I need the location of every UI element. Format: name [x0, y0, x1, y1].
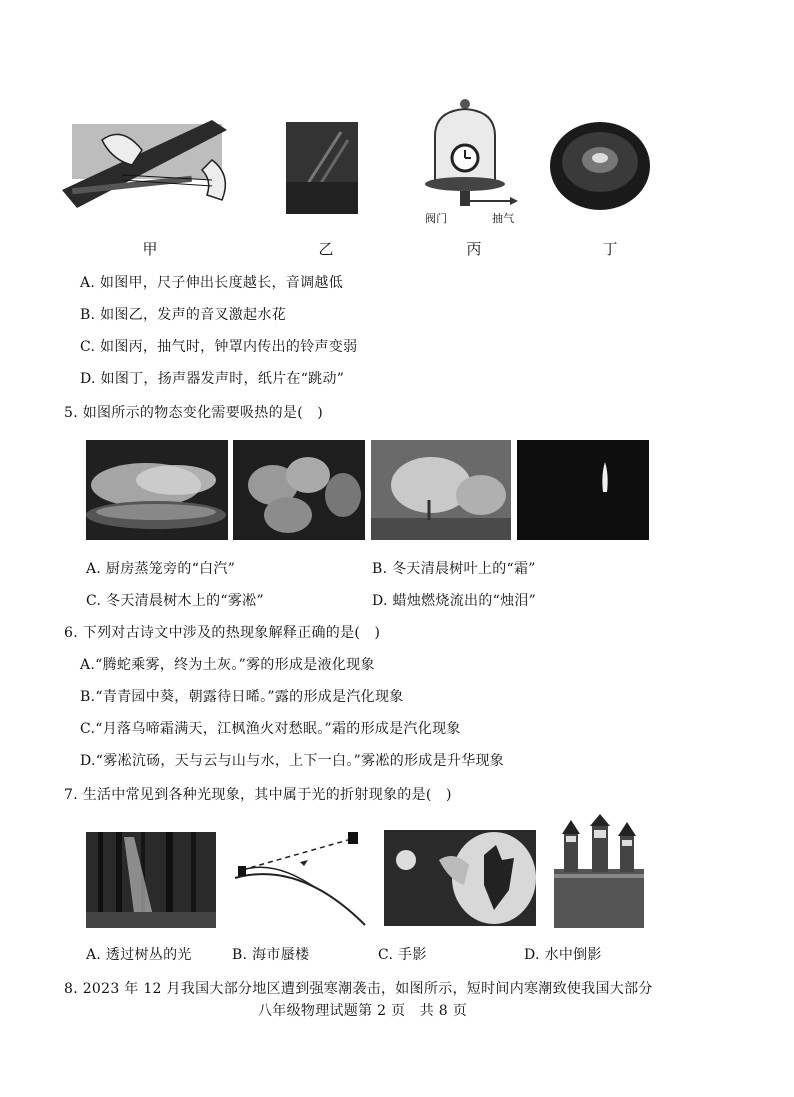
figure-ding-speaker: [548, 118, 652, 214]
pump-label: 抽气: [492, 212, 515, 225]
figure-water-reflection-photo: [554, 814, 644, 928]
q7-option-a: A. 透过树丛的光: [86, 947, 192, 963]
caption-bing: 丙: [466, 240, 482, 258]
q7-option-d: D. 水中倒影: [524, 947, 602, 963]
q8-stem: 8. 2023 年 12 月我国大部分地区遭到强寒潮袭击，如图所示，短时间内寒潮致使我国大部分: [64, 981, 653, 997]
caption-jia: 甲: [142, 240, 158, 258]
figure-yi-tuning-fork: [286, 122, 358, 214]
q4-option-a: A. 如图甲，尺子伸出长度越长，音调越低: [80, 275, 344, 291]
q4-option-d: D. 如图丁，扬声器发声时，纸片在“跳动”: [80, 371, 345, 387]
caption-ding: 丁: [602, 240, 618, 258]
q5-option-c: C. 冬天清晨树木上的“雾凇”: [86, 593, 264, 609]
q6-option-b: B.“青青园中葵，朝露待日晞。”露的形成是汽化现象: [80, 689, 404, 705]
q7-option-c: C. 手影: [378, 947, 427, 963]
q6-option-c: C.“月落乌啼霜满天，江枫渔火对愁眠。”霜的形成是汽化现象: [80, 721, 461, 737]
q4-option-b: B. 如图乙，发声的音叉激起水花: [80, 307, 286, 323]
q5-option-d: D. 蜡烛燃烧流出的“烛泪”: [372, 593, 537, 609]
figure-frost-leaf-photo: [233, 440, 365, 540]
q4-option-c: C. 如图丙，抽气时，钟罩内传出的铃声变弱: [80, 339, 358, 355]
figure-candle-photo: [517, 440, 649, 540]
q7-option-b: B. 海市蜃楼: [232, 947, 310, 963]
page-footer: 八年级物理试题第 2 页 共 8 页: [258, 1003, 468, 1019]
q6-stem: 6. 下列对古诗文中涉及的热现象解释正确的是( ): [64, 625, 381, 641]
q5-option-a: A. 厨房蒸笼旁的“白汽”: [86, 561, 236, 577]
figure-hand-shadow-photo: [384, 830, 536, 926]
figure-steamer-photo: [86, 440, 228, 540]
figure-forest-light-photo: [86, 832, 216, 928]
figure-mirage-diagram: [230, 830, 370, 930]
q7-stem: 7. 生活中常见到各种光现象，其中属于光的折射现象的是( ): [64, 787, 452, 803]
q5-stem: 5. 如图所示的物态变化需要吸热的是( ): [64, 405, 324, 421]
valve-label: 阀门: [425, 212, 448, 225]
caption-yi: 乙: [318, 240, 334, 258]
q6-option-a: A.“腾蛇乘雾，终为土灰。”雾的形成是液化现象: [80, 657, 375, 673]
figure-bing-bell-jar: [420, 96, 530, 226]
q5-option-b: B. 冬天清晨树叶上的“霜”: [372, 561, 536, 577]
figure-rime-tree-photo: [371, 440, 511, 540]
figure-jia-ruler: [62, 120, 234, 220]
q6-option-d: D.“雾凇沆砀，天与云与山与水，上下一白。”雾凇的形成是升华现象: [80, 753, 505, 769]
